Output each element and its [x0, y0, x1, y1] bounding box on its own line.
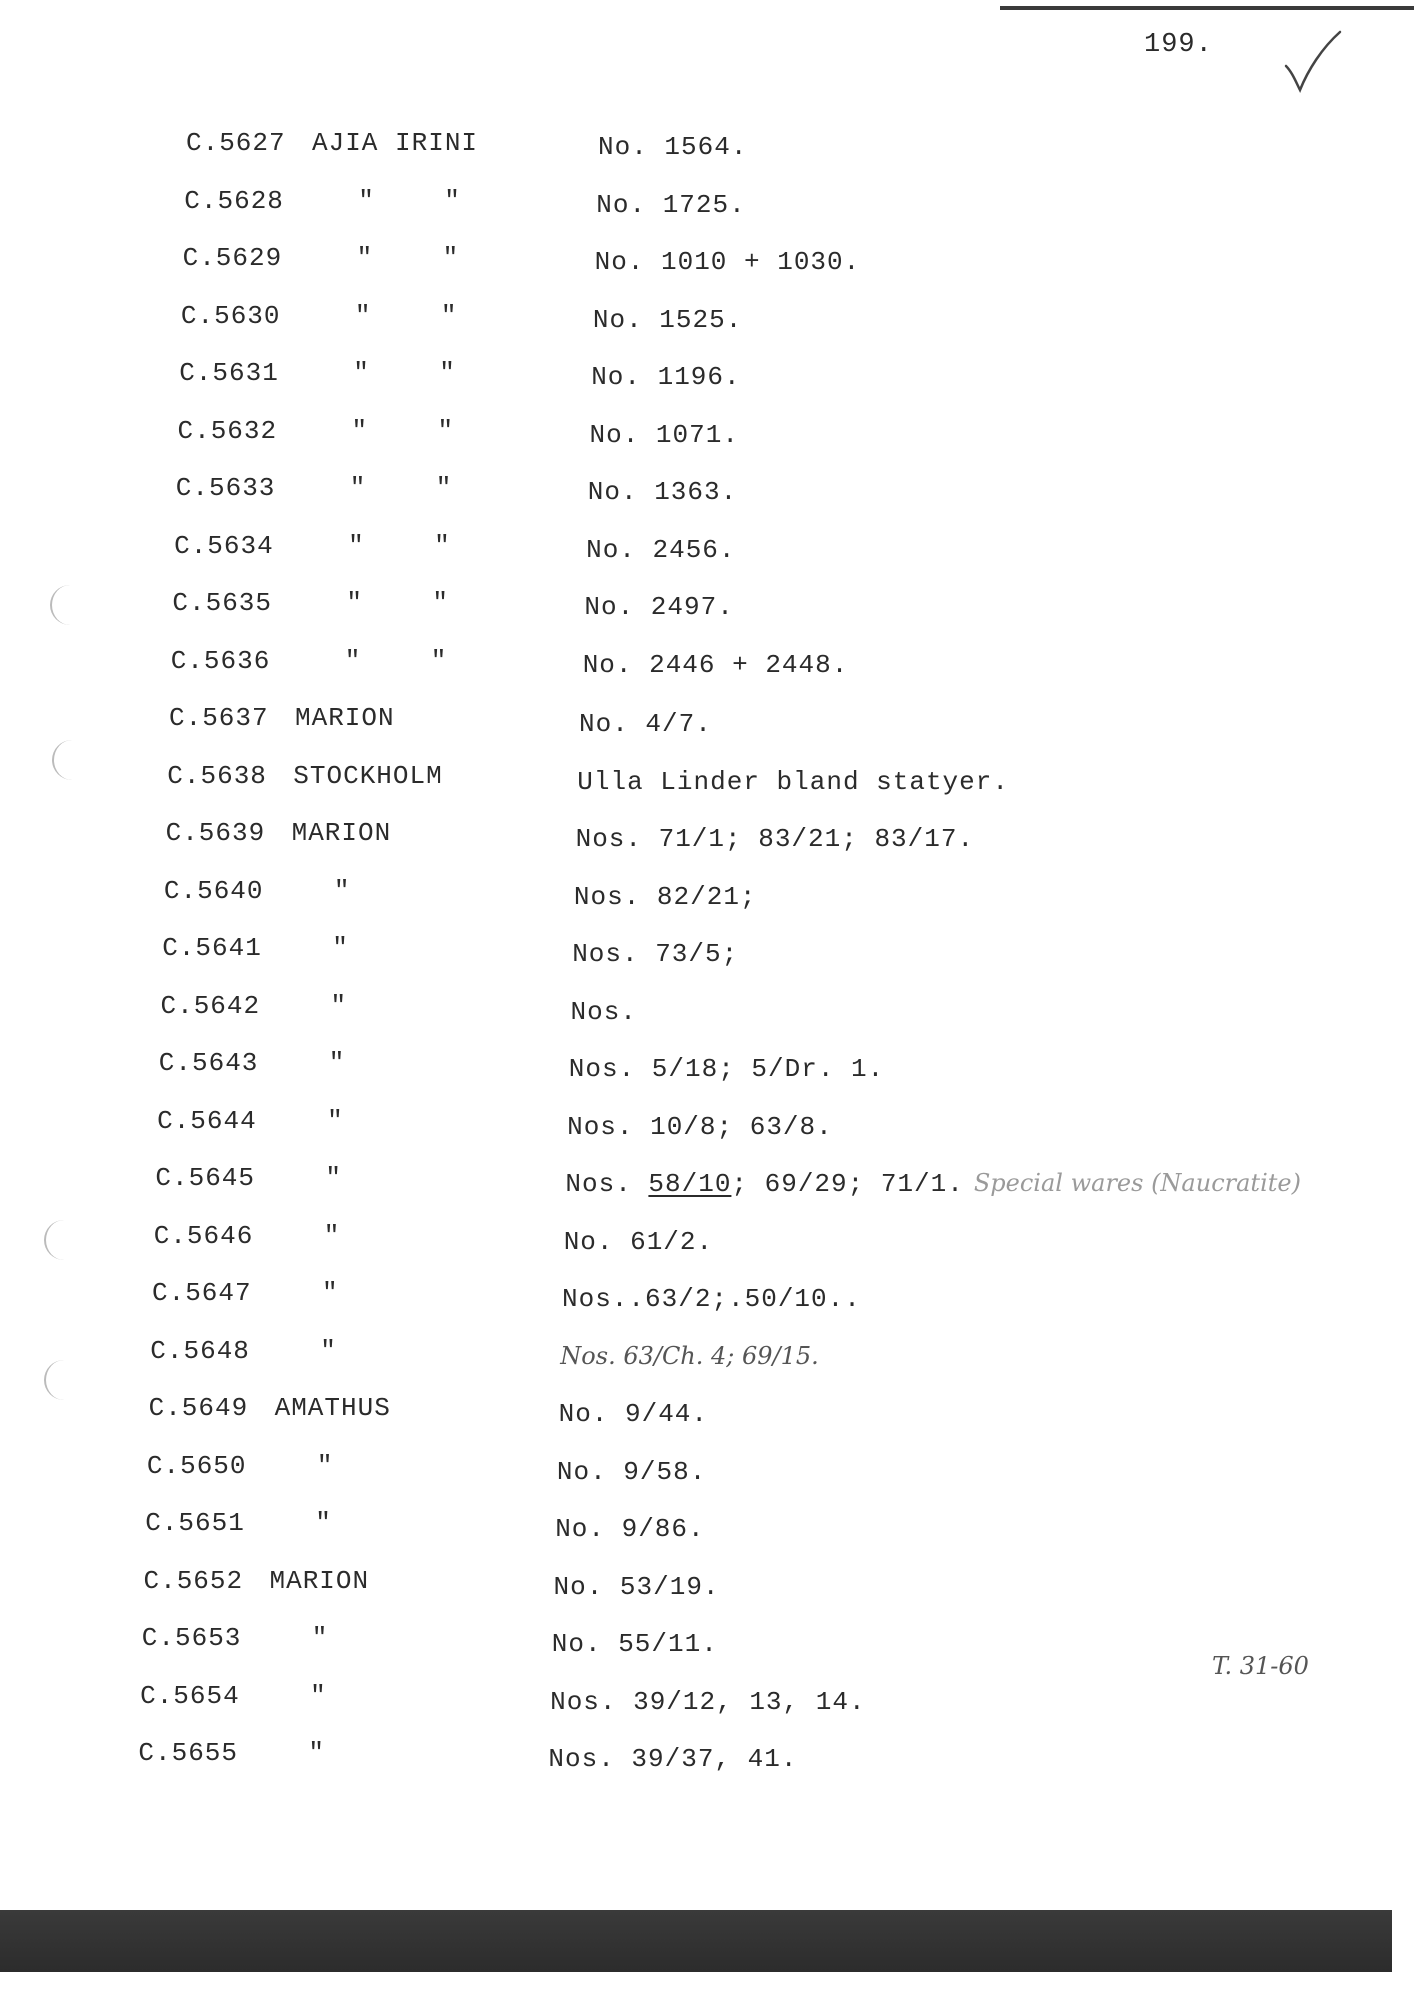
catalogue-code: C.5647	[152, 1278, 252, 1308]
reference-numbers: Nos. 39/12, 13, 14.	[550, 1686, 866, 1717]
reference-numbers: Nos. 10/8; 63/8.	[567, 1111, 833, 1142]
handwritten-note: Special wares (Naucratite)	[973, 1169, 1301, 1197]
site-ditto-mark: "	[439, 358, 455, 388]
reference-numbers: No. 2456.	[586, 534, 736, 565]
site-ditto-mark: "	[432, 588, 448, 618]
site-name: "	[333, 875, 351, 906]
catalogue-row	[169, 703, 1414, 743]
catalogue-row	[164, 876, 1414, 916]
catalogue-code: C.5638	[167, 760, 267, 791]
catalogue-code: C.5639	[165, 818, 266, 848]
reference-numbers: No. 9/58.	[556, 1456, 707, 1487]
catalogue-row	[181, 301, 1414, 341]
site-name: "	[328, 1048, 346, 1078]
site-name: AJIA IRINI	[312, 128, 479, 158]
catalogue-row	[166, 818, 1414, 858]
catalogue-code: C.5640	[163, 875, 264, 906]
reference-numbers: No. 1196.	[591, 362, 741, 392]
catalogue-row	[147, 1451, 1414, 1491]
catalogue-row	[179, 358, 1414, 398]
site-name: MARION	[295, 703, 395, 733]
catalogue-row	[167, 761, 1414, 801]
reference-numbers: No. 1363.	[587, 477, 738, 507]
catalogue-code: C.5652	[143, 1565, 244, 1596]
site-name: "	[346, 588, 363, 618]
catalogue-row	[150, 1336, 1414, 1376]
reference-numbers: No. 1564.	[598, 132, 748, 162]
site-name: "	[353, 358, 370, 388]
catalogue-row	[152, 1278, 1414, 1318]
catalogue-row	[186, 128, 1414, 168]
reference-numbers: Ulla Linder bland statyer.	[577, 766, 1009, 797]
catalogue-row	[161, 991, 1414, 1031]
site-ditto-mark: "	[442, 243, 459, 273]
handwritten-note-extra: T. 31-60	[1212, 1652, 1309, 1680]
catalogue-row	[145, 1508, 1414, 1548]
catalogue-code: C.5644	[157, 1105, 257, 1136]
catalogue-code: C.5636	[170, 645, 271, 676]
site-ditto-mark: "	[430, 645, 447, 676]
catalogue-row	[174, 531, 1414, 571]
reference-numbers: Nos. 82/21;	[573, 881, 757, 912]
reference-numbers: Nos. 5/18; 5/Dr. 1.	[568, 1054, 885, 1084]
reference-numbers: No. 1010 + 1030.	[594, 247, 861, 277]
site-name: AMATHUS	[274, 1393, 391, 1423]
reference-numbers: No. 2497.	[584, 592, 734, 622]
catalogue-row	[149, 1393, 1414, 1433]
catalogue-code: C.5650	[146, 1450, 247, 1481]
catalogue-code: C.5654	[140, 1680, 240, 1711]
site-name: "	[325, 1163, 342, 1193]
site-name: "	[327, 1105, 344, 1136]
catalogue-code: C.5645	[155, 1163, 256, 1193]
reference-numbers	[565, 1169, 1301, 1199]
footer-dark-band	[0, 1910, 1392, 1972]
catalogue-row	[155, 1163, 1414, 1203]
catalogue-code: C.5629	[182, 243, 283, 273]
catalogue-row	[178, 416, 1414, 456]
reference-underlined: 58/10	[648, 1169, 732, 1199]
site-name: "	[348, 530, 365, 561]
reference-numbers: No. 9/44.	[558, 1399, 709, 1429]
catalogue-code: C.5628	[184, 185, 284, 216]
reference-numbers: No. 1525.	[592, 304, 743, 335]
site-name: "	[351, 415, 369, 446]
catalogue-code: C.5646	[153, 1220, 254, 1251]
catalogue-row	[140, 1681, 1414, 1721]
catalogue-row	[184, 186, 1414, 226]
catalogue-code: C.5634	[174, 530, 274, 561]
catalogue-code: C.5635	[172, 588, 273, 618]
site-ditto-mark: "	[435, 473, 452, 503]
reference-numbers: No. 9/86.	[555, 1514, 705, 1544]
site-name: "	[320, 1335, 337, 1366]
site-name: "	[316, 1450, 334, 1481]
reference-numbers: Nos. 63/Ch. 4; 69/15.	[560, 1341, 819, 1370]
reference-numbers: No. 53/19.	[553, 1571, 720, 1602]
page-number: 199.	[1144, 30, 1213, 60]
catalogue-code: C.5653	[141, 1623, 242, 1653]
site-name: "	[308, 1738, 325, 1768]
catalogue-code: C.5649	[148, 1393, 249, 1423]
catalogue-code: C.5642	[160, 990, 261, 1021]
catalogue-code: C.5630	[180, 300, 281, 331]
site-name: "	[323, 1220, 341, 1251]
catalogue-row	[183, 243, 1414, 283]
catalogue-row	[157, 1106, 1414, 1146]
reference-numbers: No. 4/7.	[579, 709, 712, 739]
site-ditto-mark: "	[437, 415, 454, 446]
reference-suffix: ; 69/29; 71/1.	[731, 1169, 964, 1199]
catalogue-code: C.5651	[145, 1508, 245, 1538]
site-ditto-mark: "	[440, 300, 457, 331]
site-name: STOCKHOLM	[293, 760, 443, 791]
catalogue-row	[154, 1221, 1414, 1261]
site-name: MARION	[269, 1565, 370, 1596]
site-name: "	[310, 1680, 327, 1711]
site-ditto-mark: "	[434, 530, 450, 561]
reference-numbers: No. 61/2.	[563, 1226, 714, 1257]
site-name: "	[315, 1508, 332, 1538]
site-name: "	[322, 1278, 339, 1308]
catalogue-code: C.5637	[169, 703, 269, 733]
catalogue-row	[172, 588, 1414, 628]
catalogue-code: C.5643	[158, 1048, 259, 1078]
reference-numbers: Nos.	[570, 996, 637, 1027]
catalogue-code: C.5633	[175, 473, 276, 503]
catalogue-row	[162, 933, 1414, 973]
reference-numbers: Nos. 73/5;	[572, 939, 739, 969]
site-ditto-mark: "	[444, 185, 460, 216]
site-name: "	[344, 645, 362, 676]
site-name: MARION	[291, 818, 392, 848]
site-name: "	[311, 1623, 329, 1653]
catalogue-row	[159, 1048, 1414, 1088]
catalogue-row	[138, 1738, 1414, 1778]
reference-numbers: No. 2446 + 2448.	[582, 649, 849, 680]
catalogue-code: C.5632	[177, 415, 278, 446]
catalogue-row	[144, 1566, 1414, 1606]
site-name: "	[358, 185, 375, 216]
reference-numbers: Nos. 71/1; 83/21; 83/17.	[575, 824, 975, 854]
reference-numbers: No. 1071.	[589, 419, 739, 450]
site-name: "	[356, 243, 374, 273]
reference-numbers: No. 1725.	[596, 189, 746, 220]
reference-numbers: No. 55/11.	[551, 1629, 718, 1659]
site-name: "	[354, 300, 372, 331]
catalogue-row	[176, 473, 1414, 513]
reference-prefix: Nos.	[565, 1169, 649, 1199]
catalogue-code: C.5627	[186, 128, 286, 158]
catalogue-code: C.5631	[179, 358, 279, 388]
catalogue-code: C.5641	[162, 933, 262, 963]
catalogue-row	[171, 646, 1414, 686]
catalogue-code: C.5655	[138, 1738, 239, 1768]
reference-numbers: Nos. 39/37, 41.	[548, 1744, 798, 1774]
site-name: "	[330, 990, 348, 1021]
catalogue-code: C.5648	[150, 1335, 250, 1366]
site-name: "	[332, 933, 349, 963]
reference-numbers: Nos..63/2;.50/10..	[562, 1284, 861, 1314]
site-name: "	[349, 473, 367, 503]
